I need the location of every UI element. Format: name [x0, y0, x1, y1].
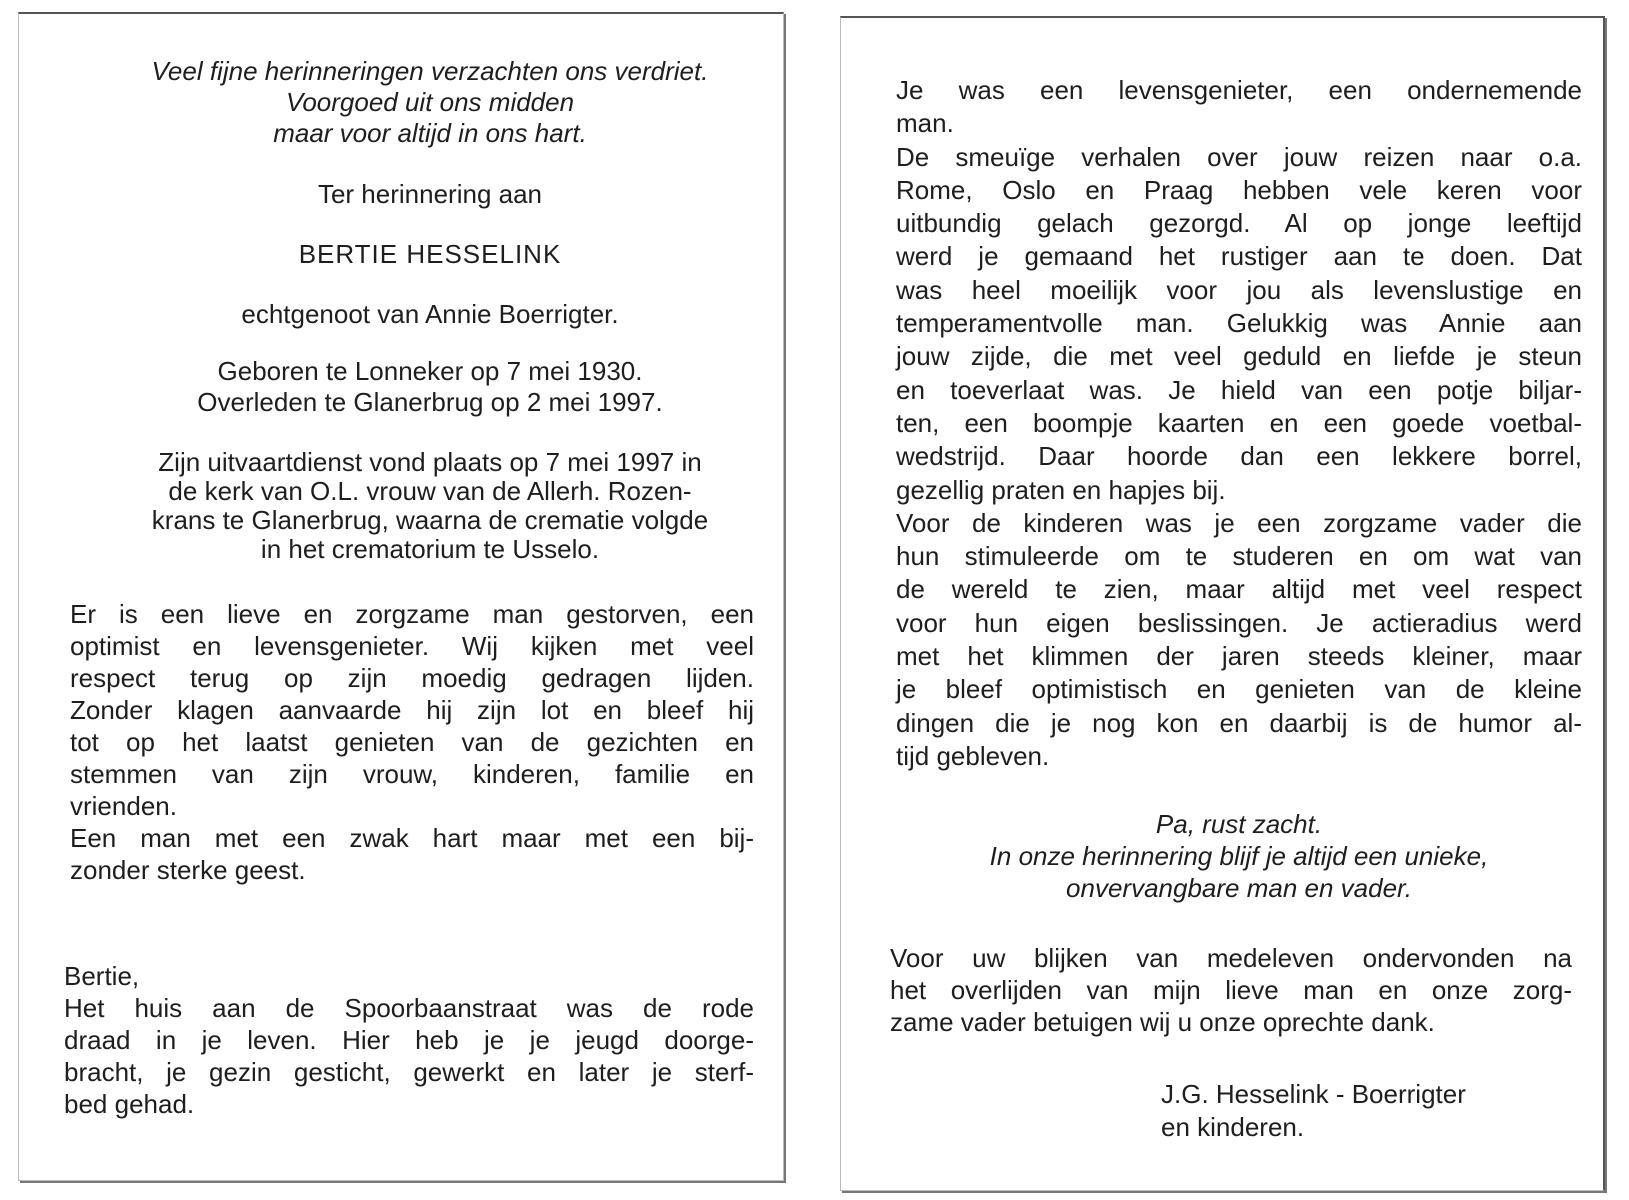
text-line: Voorgoed uit ons midden	[285, 87, 575, 117]
spouse-line	[60, 298, 800, 330]
text-line: In onze herinnering blijf je altijd een unieke,	[989, 841, 1489, 871]
text-line: en toeverlaat was. Je hield van een potje biljar-	[896, 374, 1582, 405]
text-line: met het klimmen der jaren steeds kleiner, maar	[896, 641, 1582, 672]
text-line: draad in je leven. Hier heb je je jeugd doorge-	[64, 1025, 754, 1055]
text-line: stemmen van zijn vrouw, kinderen, familie en	[70, 759, 754, 789]
text-line: de kerk van O.L. vrouw van de Allerh. Rozen-	[168, 476, 692, 506]
text-line: dingen die je nog kon en daarbij is de humor al-	[896, 707, 1582, 738]
text-line: echtgenoot van Annie Boerrigter.	[241, 299, 619, 329]
text-line: vrienden.	[70, 791, 177, 821]
text-line: en kinderen.	[1161, 1112, 1305, 1142]
text-line: Een man met een zwak hart maar met een bij-	[70, 823, 754, 853]
text-line: werd je gemaand het rustiger aan te doen. Dat	[896, 241, 1582, 272]
birth-death-dates	[60, 356, 800, 418]
text-line: de wereld te zien, maar altijd met veel respect	[896, 574, 1582, 605]
text-line: J.G. Hesselink - Boerrigter	[1161, 1079, 1466, 1109]
text-line: zame vader betuigen wij u onze oprechte dank.	[890, 1007, 1435, 1037]
text-line: Geboren te Lonneker op 7 mei 1930.	[217, 356, 643, 386]
text-line: onvervangbare man en vader.	[1066, 873, 1412, 903]
signature-block	[1161, 1078, 1581, 1144]
text-line: wedstrijd. Daar hoorde dan een lekkere borrel,	[896, 441, 1582, 472]
text-line: maar voor altijd in ons hart.	[273, 118, 587, 148]
text-line: Zijn uitvaartdienst vond plaats op 7 mei 1997 in	[158, 447, 702, 477]
text-line: bed gehad.	[64, 1089, 195, 1119]
text-line: krans te Glanerbrug, waarna de crematie volgde	[151, 505, 709, 535]
text-line: voor hun eigen beslissingen. Je actieradius werd	[896, 607, 1582, 638]
text-line: respect terug op zijn moedig gedragen lijden.	[70, 663, 754, 693]
text-line: ten, een boompje kaarten en een goede voetbal-	[896, 407, 1582, 438]
text-line: uitbundig gelach gezorgd. Al op jonge leeftijd	[896, 208, 1582, 239]
personal-letter-continued	[896, 74, 1582, 773]
tribute-paragraph	[70, 598, 754, 886]
text-line: Zonder klagen aanvaarde hij zijn lot en bleef hij	[70, 695, 754, 725]
text-line: jouw zijde, die met veel geduld en liefde je steun	[896, 341, 1582, 372]
text-line: je bleef optimistisch en genieten van de kleine	[896, 674, 1582, 705]
deceased-name	[60, 238, 800, 270]
text-line: Je was een levensgenieter, een ondernemende	[896, 75, 1582, 105]
text-line: bracht, je gezin gesticht, gewerkt en later je sterf-	[64, 1057, 754, 1087]
text-line: Voor uw blijken van medeleven ondervonden na	[890, 943, 1572, 973]
text-line: tijd gebleven.	[896, 740, 1050, 771]
text-line: Er is een lieve en zorgzame man gestorven, een	[70, 599, 754, 629]
text-line: Het huis aan de Spoorbaanstraat was de rode	[64, 993, 754, 1023]
text-line: man.	[896, 108, 954, 139]
text-line: Veel fijne herinneringen verzachten ons verdriet.	[151, 56, 709, 86]
thanks-paragraph	[890, 942, 1572, 1038]
text-line: Voor de kinderen was je een zorgzame vader die	[896, 507, 1582, 538]
text-line: Ter herinnering aan	[317, 179, 543, 209]
motto	[60, 56, 800, 149]
text-line: gezellig praten en hapjes bij.	[896, 474, 1226, 505]
farewell-verse	[896, 808, 1582, 904]
text-line: Pa, rust zacht.	[1155, 809, 1323, 839]
intro-line	[60, 178, 800, 210]
funeral-details	[60, 448, 800, 564]
text-line: het overlijden van mijn lieve man en onze zorg-	[890, 975, 1572, 1005]
text-line: Bertie,	[64, 961, 140, 991]
personal-letter-start	[64, 960, 754, 1120]
text-line: temperamentvolle man. Gelukkig was Annie aan	[896, 308, 1582, 339]
text-line: BERTIE HESSELINK	[298, 239, 562, 269]
text-line: in het crematorium te Usselo.	[260, 534, 600, 564]
text-line: hun stimuleerde om te studeren en om wat van	[896, 541, 1582, 572]
text-line: De smeuïge verhalen over jouw reizen naar o.a.	[896, 141, 1582, 172]
text-line: optimist en levensgenieter. Wij kijken met veel	[70, 631, 754, 661]
text-line: was heel moeilijk voor jou als levenslustige en	[896, 274, 1582, 305]
text-line: Rome, Oslo en Praag hebben vele keren voor	[896, 174, 1582, 205]
text-line: Overleden te Glanerbrug op 2 mei 1997.	[197, 387, 663, 417]
text-line: zonder sterke geest.	[70, 855, 306, 885]
text-line: tot op het laatst genieten van de gezichten en	[70, 727, 754, 757]
